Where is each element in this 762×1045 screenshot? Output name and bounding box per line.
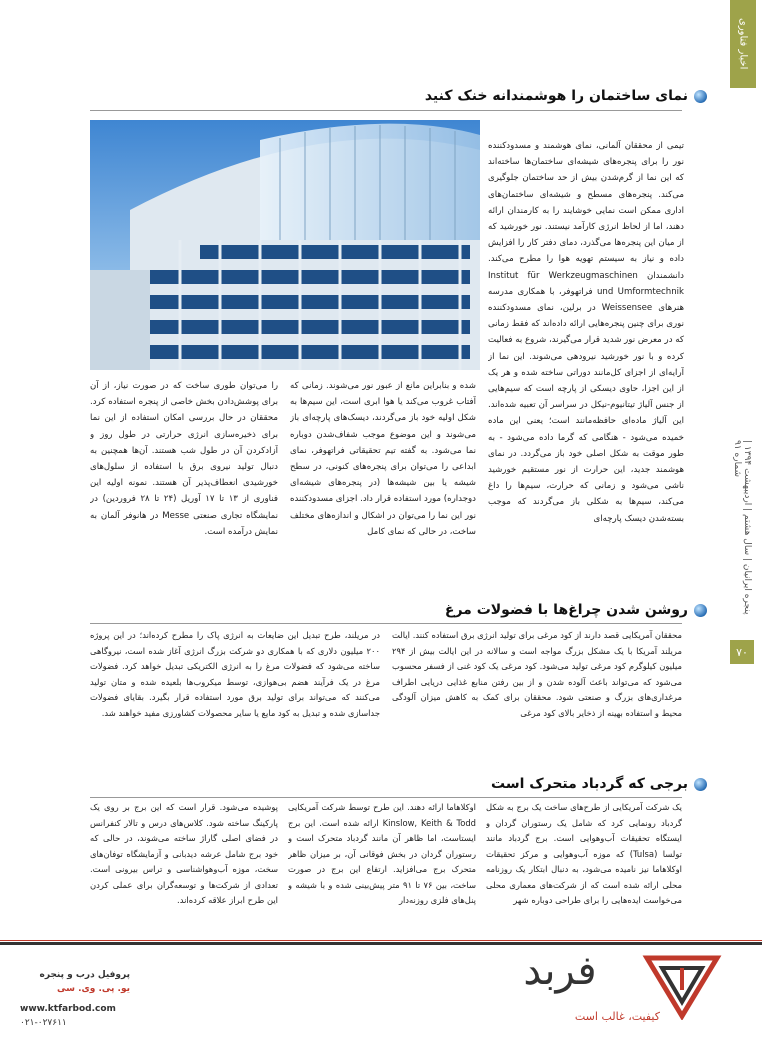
article1-title: نمای ساختمان را هوشمندانه خنک کنید xyxy=(424,88,688,104)
article1-heading xyxy=(425,88,707,104)
article3-title: برجی که گردباد متحرک است xyxy=(491,776,688,792)
issue-info: پنجره ایرانیان | سال هشتم | اردیبهشت ۱۳۹۴ | شماره ۹۱ xyxy=(732,440,752,615)
footer-contact xyxy=(20,968,130,1030)
article2-rule xyxy=(90,623,682,624)
phone-number: ۰۲۱-۰۲۷۶۱۱ xyxy=(20,1018,67,1028)
website-link[interactable]: www.ktfarbod.com xyxy=(20,1004,116,1014)
product-line1: پروفیل درب و پنجره xyxy=(39,970,130,980)
article2-col-right: محققان آمریکایی قصد دارند از کود مرغی برای تولید انرژی برق استفاده کنند. ایالت مریلند آمریکا با یک مشکل بزرگ مواجه است و سالانه در این ایالت بیش از ۲۹۴ میلیون کیلوگرم کود مرغی تولید می‌شود. کود مرغی یک کود غنی از فسفر محسوب می‌شود که می‌تواند باعث آلوده شدن و از بین رفتن منابع غذایی دریایی اطراف مرغداری‌های بزرگ و صنعتی شود. محققان برای کمک به کاهش میزان آلودگی محیط و استفاده بهینه از ذخایر بالای کود مرغی xyxy=(392,630,682,718)
article1-col-middle: شده و بنابراین مانع از عبور نور می‌شوند. زمانی که آفتاب غروب می‌کند یا هوا ابری است، این سیم‌ها به شکل اولیه خود باز می‌گردند، دیسک‌های پارچه‌ای باز می‌شوند و این موضوع موجب شفاف‌شدن دوباره نما می‌شود. به گفته تیم تحقیقاتی فراتهوفر، نمای ابداعی را می‌توان برای پنجره‌های کنونی، در سطح شیشه یا بین شیشه‌ها (در پنجره‌های شیشه‌ای دوجداره) مورد استفاده قرار داد. اجزای مسدودکننده نور این نما را می‌توان در اشکال و اندازه‌های مختلف ساخت، در حالی که نمای کامل xyxy=(290,381,476,537)
article2-heading xyxy=(445,602,707,618)
article3-col-middle: اوکلاهاما ارائه دهند. این طرح توسط شرکت آمریکایی Kinslow, Keith & Todd ارائه شده است. این برج ایستاست، اما ظاهر آن مانند گردباد متحرک است و رستوران گردان در بخش فوقانی آن، بر میزان ظاهر متحرک برج می‌افزاید. ارتفاع این برج در صورت ساخت، بین ۷۶ تا ۹۱ متر پیش‌بینی شده و با شیشه و پنل‌های فلزی روزنه‌دار xyxy=(288,802,476,905)
globe-icon xyxy=(694,90,707,103)
footer-divider-dark xyxy=(0,942,762,945)
article1-col-right: تیمی از محققان آلمانی، نمای هوشمند و مسدودکننده نور را برای پنجره‌های شیشه‌ای ساختمان‌ها ساخته‌اند که این نما از گرم‌شدن بیش از حد ساختمان جلوگیری می‌کند. پنجره‌های مسطح و شیشه‌ای ساختمان‌های اداری ممکن است نمایی خوشایند را به کارمندان ارائه دهند، اما از لحاظ انرژی کارآمد نیستند. نور خورشید که از میان این پنجره‌ها می‌گذرد، دمای دفتر کار را افزایش داده و نیاز به سیستم تهویه هوا را مطرح می‌کند. دانشمندان Institut für Werkzeugmaschinen und Umformtechnik فراتهوفر، با همکاری مدرسه هنرهای Weissensee در برلین، نمای مسدودکننده نوری برای چنین پنجره‌هایی ارائه داده‌اند که فقط زمانی که در معرض نور شدید قرار می‌گیرند، شروع به فعالیت کرده و با نور خورشید نیرودهی می‌شوند. این نما از آرایه‌ای از اجزای کل‌مانند دوراتی ساخته شده و هر یک از این اجزا، حاوی دیسکی از پارچه است که سیم‌هایی از جنس آلیاژ تیتانیوم-نیکل در سراسر آن تعبیه شده‌اند. این آلیاژ ماده‌ای حافظه‌مانند است؛ یعنی این ماده خمیده می‌شود - هنگامی که گرما داده می‌شود - به طور موقت به شکل اصلی خود باز می‌گردد. در نمای هوشمند جدید، این حرارت از نور مستقیم خورشید ناشی می‌شود و زمانی که حرارت، سیم‌ها را داغ می‌کند، سیم‌ها به شکلی باز می‌گردند که موجب بسته‌شدن دیسک پارچه‌ای xyxy=(488,141,684,524)
article3-col-right: یک شرکت آمریکایی از طرح‌های ساخت یک برج به شکل گردباد رونمایی کرد که شامل یک رستوران گردان و ایستگاه تحقیقات آب‌وهوایی است. برج گردباد مانند تولسا (Tulsa) که موزه آب‌وهوایی و مرکز تحقیقات اوکلاهاما نیز نامیده می‌شود، به دنبال ابتکار یک روزنامه محلی ارائه شده است که از شرکت‌های معماری محلی می‌خواست ایده‌هایی را برای طراحی دوباره شهر xyxy=(486,802,682,905)
section-tab xyxy=(730,0,756,88)
article2-title: روشن شدن چراغ‌ها با فضولات مرغ xyxy=(444,602,688,618)
building-photo xyxy=(90,120,480,370)
globe-icon xyxy=(694,778,707,791)
article3-rule xyxy=(90,797,682,798)
article3-col-left: پوشیده می‌شود. قرار است که این برج بر روی یک پارکینگ ساخته شود. کلاس‌های درس و تالار کنفرانس در فضای اصلی گاراژ ساخته می‌شوند، در حالی که خود برج شامل عرشه دیدبانی و آزمایشگاه توفان‌های سخت، موزه آب‌وهواشناسی و تراس بیرونی است. تعدادی از شرکت‌ها و توسعه‌گران برای عملی کردن این طرح ابراز علاقه کرده‌اند. xyxy=(90,802,278,905)
globe-icon xyxy=(694,604,707,617)
article1-rule xyxy=(90,110,682,111)
article2-col-left: در مریلند، طرح تبدیل این ضایعات به انرژی پاک را مطرح کرده‌اند؛ در این پروژه ۲۰۰ میلیون دلاری که با همکاری دو شرکت بزرگ انرژی آغاز شده است، نیروگاهی ساخته می‌شود که فضولات مرغ را به انرژی الکتریکی تبدیل خواهد کرد. فضولات مرغ در یک فرآیند هضم بی‌هوازی، توسط میکروب‌ها بلعیده شده و متان تولید می‌کنند که می‌تواند برای تولید برق مورد استفاده قرار بگیرد. بقایای فضولات جداسازی شده و تبدیل به کود مایع یا سایر محصولات کشاورزی مفید خواهند شد. xyxy=(90,630,380,718)
brand-logo: فربد xyxy=(523,948,597,994)
article1-col-left: را می‌توان طوری ساخت که در صورت نیاز، از آن برای پوشش‌دادن بخش خاصی از پنجره استفاده کرد. محققان در حال بررسی امکان استفاده از این نما برای ذخیره‌سازی انرژی حرارتی در طول روز و آزادکردن آن در طول شب هستند. آن‌ها همچنین به دنبال تولید نیروی برق با استفاده از سلول‌های خورشیدی انعطاف‌پذیر آن هستند. نمونه اولیه این فناوری از ۱۳ تا ۱۷ آوریل (۲۴ تا ۲۸ فروردین) در نمایشگاه تجاری صنعتی Messe در هانوفر آلمان به نمایش درآمده است. xyxy=(90,381,278,537)
page-number: ۷۰ xyxy=(730,640,754,664)
footer-divider xyxy=(0,940,762,941)
article3-heading xyxy=(491,776,707,792)
section-tab-label: اخبار فناوری xyxy=(737,18,749,70)
building-illustration xyxy=(90,120,480,370)
brand-slogan: کیفیت، غالب است xyxy=(574,1010,660,1023)
product-line2: یو. پی. وی. سی xyxy=(57,984,130,994)
